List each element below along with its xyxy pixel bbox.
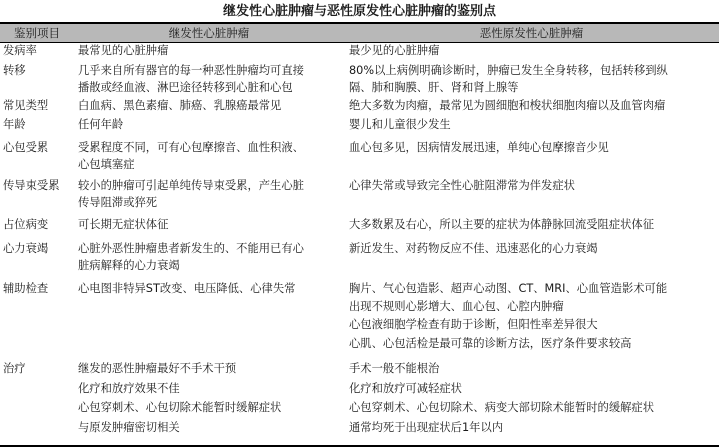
- header-item: 鉴别项目: [14, 26, 60, 40]
- row-item-label: 转移: [3, 64, 26, 77]
- secondary-cell-line: 化疗和放疗效果不佳: [78, 381, 180, 395]
- row-item-label: 发病率: [3, 44, 37, 57]
- secondary-cell-line: 播散或经血液、淋巴途径转移到心脏和心包: [78, 80, 293, 94]
- header-primary: 恶性原发性心脏肿瘤: [479, 26, 584, 40]
- secondary-cell-line: 心脏外恶性肿瘤患者新发生的、不能用已有心: [78, 242, 304, 255]
- row-item-label: 年龄: [3, 118, 26, 131]
- primary-cell-line: 最少见的心脏肿瘤: [349, 44, 440, 57]
- primary-cell-line: 心包穿刺术、心包切除术、病变大部切除术能暂时的缓解症状: [349, 401, 655, 414]
- row-item-label: 占位病变: [3, 218, 49, 231]
- primary-cell-line: 血心包多见，因病情发展迅速，单纯心包摩擦音少见: [349, 141, 609, 154]
- secondary-cell-line: 白血病、黑色素瘤、肺癌、乳腺癌最常见: [78, 99, 282, 112]
- row-item-label: 辅助检查: [3, 282, 49, 295]
- secondary-cell-line: 心包穿刺术、心包切除术能暂时缓解症状: [78, 401, 282, 414]
- primary-cell-line: 婴儿和儿童很少发生: [349, 118, 451, 131]
- primary-cell-line: 新近发生、对药物反应不佳、迅速恶化的心力衰竭: [349, 242, 598, 255]
- row-item-label: 心包受累: [3, 141, 49, 154]
- table-title: 继发性心脏肿瘤与恶性原发性心脏肿瘤的鉴别点: [222, 4, 496, 19]
- row-item-label: 心力衰竭: [3, 242, 49, 255]
- primary-cell-line: 胸片、气心包造影、超声心动图、CT、MRI、心血管造影术可能: [349, 282, 668, 295]
- secondary-cell-line: 传导阻滞或猝死: [78, 195, 158, 209]
- primary-cell-line: 心肌、心包活检是最可靠的诊断方法，医疗条件要求较高: [349, 336, 632, 350]
- primary-cell-line: 心律失常或导致完全性心脏阻滞常为伴发症状: [349, 179, 575, 192]
- secondary-cell-line: 脏病解释的心力衰竭: [78, 258, 180, 272]
- header-secondary: 继发性心脏肿瘤: [168, 26, 250, 40]
- primary-cell-line: 隔、肺和胸膜、肝、肾和肾上腺等: [349, 80, 519, 94]
- secondary-cell-line: 几乎来自所有器官的每一种恶性肿瘤均可直接: [78, 64, 304, 77]
- primary-cell-line: 80%以上病例明确诊断时，肿瘤已发生全身转移，包括转移到纵: [349, 64, 668, 77]
- row-item-label: 传导束受累: [3, 179, 60, 192]
- secondary-cell-line: 与原发肿瘤密切相关: [78, 420, 180, 434]
- secondary-cell-line: 心包填塞症: [78, 157, 135, 171]
- row-item-label: 治疗: [3, 362, 26, 375]
- primary-cell-line: 绝大多数为肉瘤，最常见为圆细胞和梭状细胞肉瘤以及血管肉瘤: [349, 99, 666, 112]
- primary-cell-line: 化疗和放疗可减轻症状: [349, 381, 462, 395]
- primary-cell-line: 手术一般不能根治: [349, 362, 440, 375]
- row-item-label: 常见类型: [3, 99, 49, 112]
- secondary-cell-line: 继发的恶性肿瘤最好不手术干预: [78, 362, 237, 375]
- secondary-cell-line: 最常见的心脏肿瘤: [78, 44, 169, 57]
- primary-cell-line: 通常均死于出现症状后1年以内: [349, 420, 504, 434]
- secondary-cell-line: 可长期无症状体征: [78, 218, 169, 231]
- primary-cell-line: 出现不规则心影增大、血心包、心腔内肿瘤: [349, 300, 564, 314]
- primary-cell-line: 心包液细胞学检查有助于诊断，但阳性率差异很大: [349, 318, 598, 332]
- secondary-cell-line: 任何年龄: [78, 118, 124, 131]
- table-header-row: [0, 24, 719, 42]
- secondary-cell-line: 较小的肿瘤可引起单纯传导束受累，产生心脏: [78, 179, 304, 192]
- secondary-cell-line: 心电图非特异ST改变、电压降低、心律失常: [78, 282, 296, 295]
- secondary-cell-line: 受累程度不同，可有心包摩擦音、血性积液、: [78, 141, 304, 154]
- primary-cell-line: 大多数累及右心，所以主要的症状为体静脉回流受阻症状体征: [349, 218, 655, 231]
